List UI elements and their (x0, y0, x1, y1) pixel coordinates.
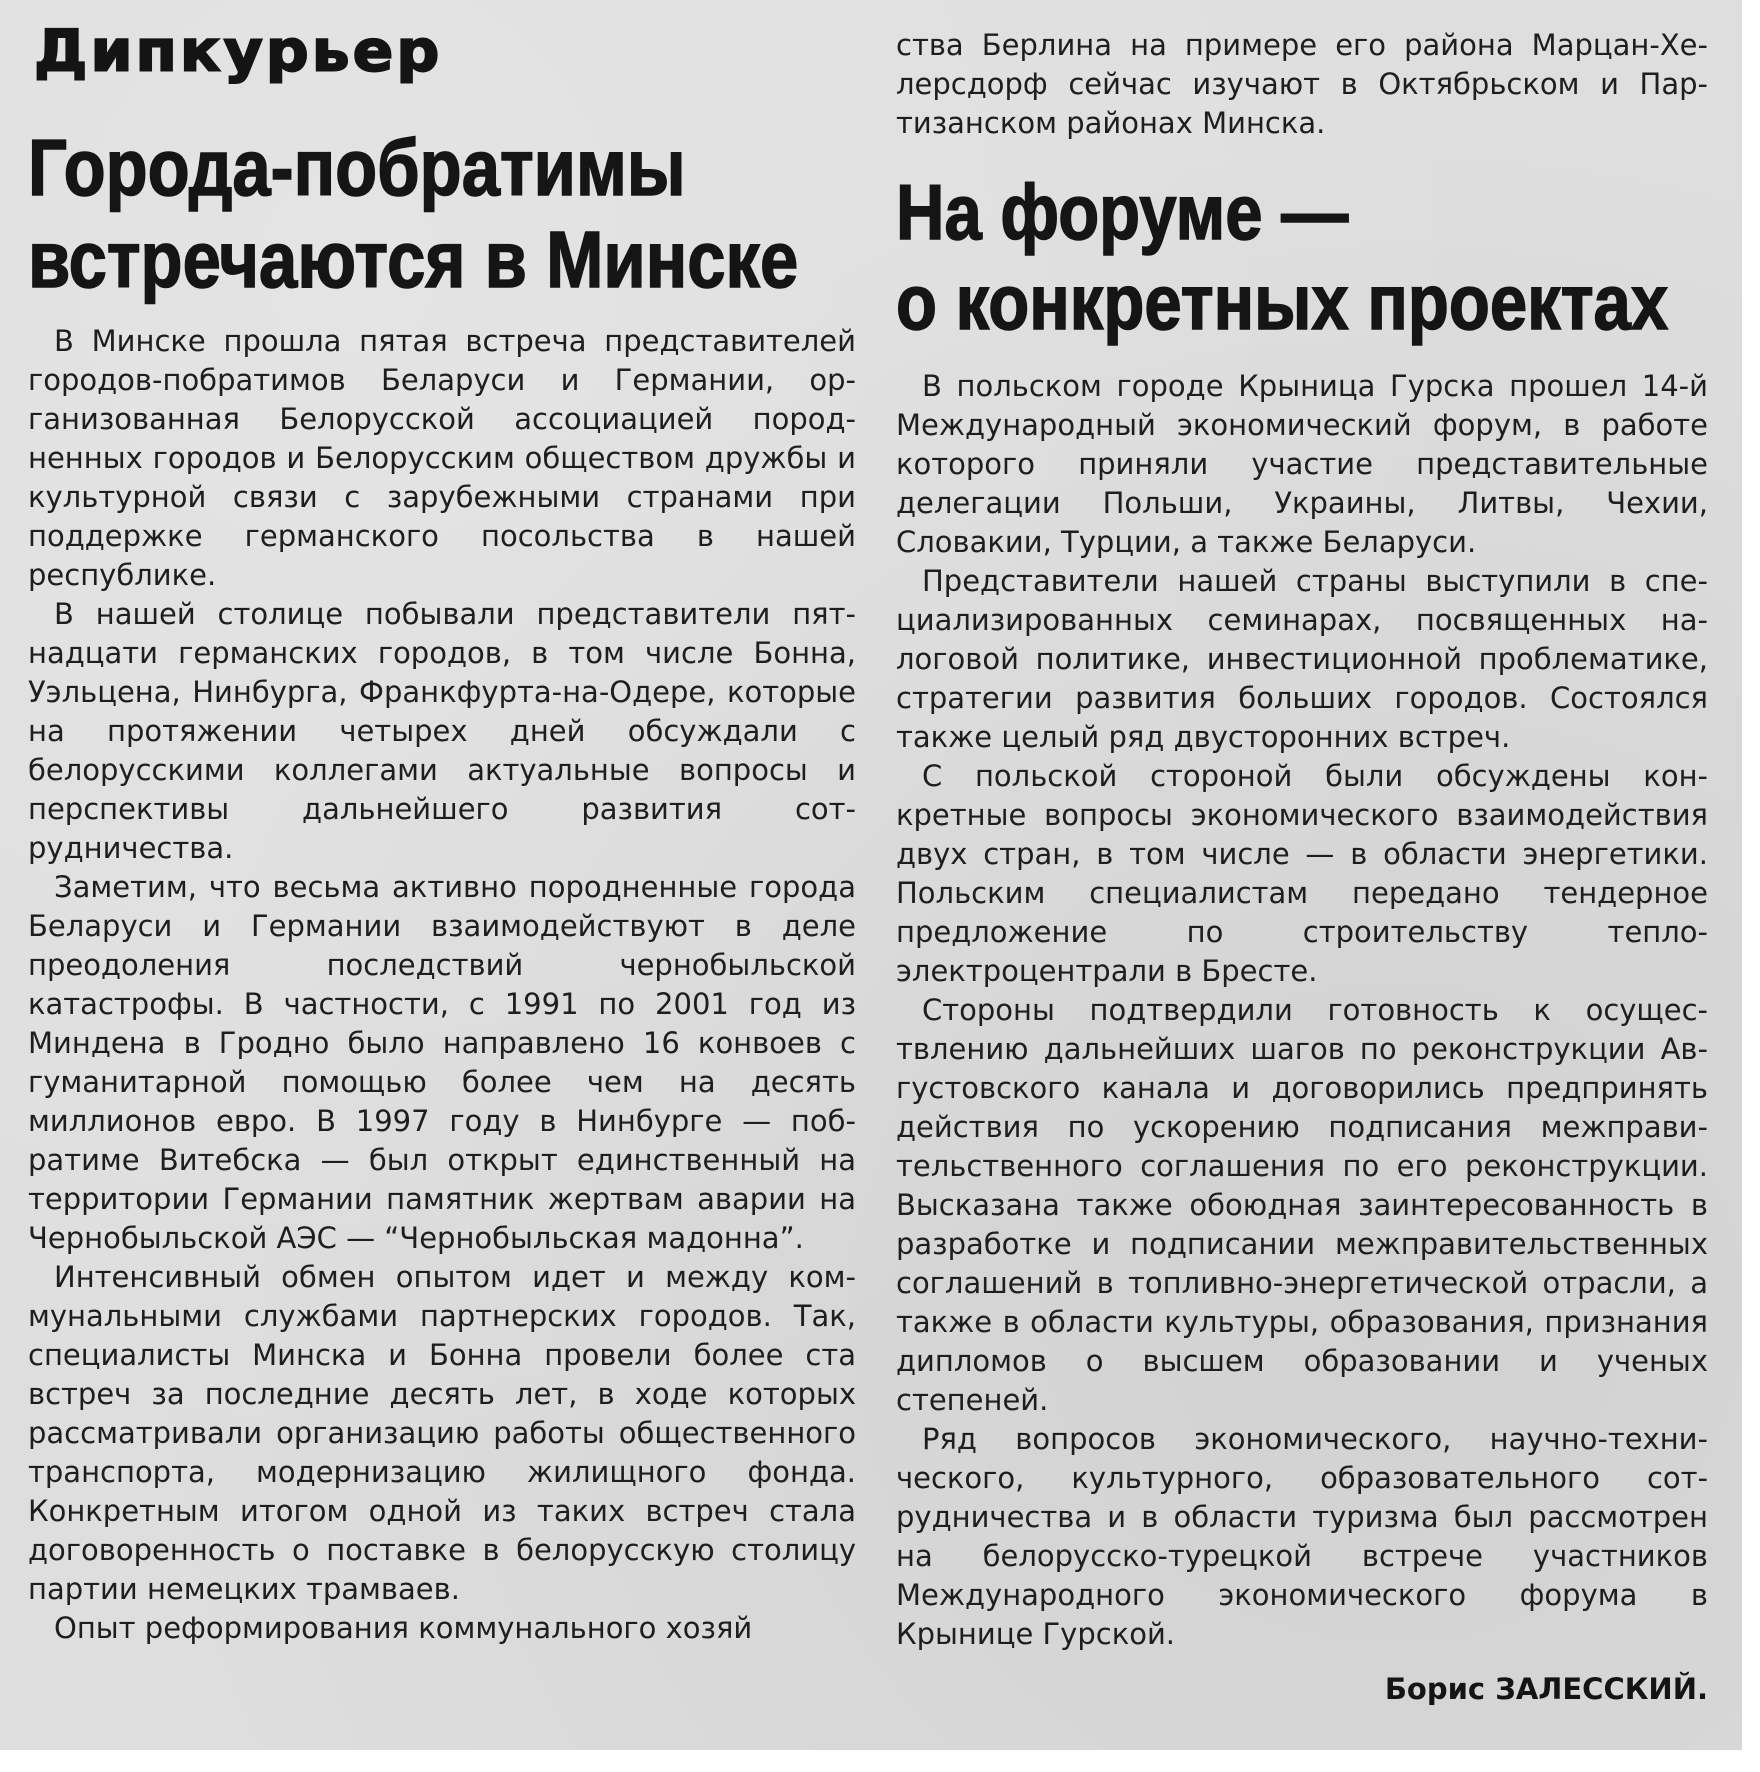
article-1-headline-line-1: Города-побратимы (28, 123, 686, 212)
article-1-paragraph-3: Заметим, что весьма активно породненные города Беларуси и Германии взаимодействуют в деле преодоления последствий чернобыльской катастрофы. В частности, с 1991 по 2001 год из Миндена в Гродно было направлено 16 конвоев с гуманитарной помощью более чем на десять миллионов евро. В 1997 году в Нинбурге — побратиме Витебска — был открыт единственный на территории Германии памятник жертвам аварии на Чернобыльской АЭС — “Чернобыльская мадонна”. (28, 870, 856, 1255)
article-1-headline (28, 122, 799, 306)
article-1-paragraph-2: В нашей столице побывали представители пятнадцати германских городов, в том числе Бонна, Уэльцена, Нинбурга, Франкфурта-на-Одере, которые на протяжении четырех дней обсуждали с белорусскими коллегами актуальные вопросы и перспективы дальнейшего развития сотрудничества. (28, 597, 856, 865)
article-1-headline-line-2: встречаются в Минске (28, 215, 799, 304)
article-2-byline: Борис ЗАЛЕССКИЙ. (1384, 1672, 1708, 1706)
article-1-paragraph-4: Интенсивный обмен опытом идет и между коммунальными службами партнерских городов. Так, специалисты Минска и Бонна провели более ста встреч за последние десять лет, в ходе которых рассматривали организацию работы общественного транспорта, модернизацию жилищного фонда. Конкретным итогом одной из таких встреч стала договоренность о поставке в белорусскую столицу партии немецких трамваев. (28, 1260, 856, 1606)
article-1-continuation: ства Берлина на примере его района Марцан-Хелерсдорф сейчас изучают в Октябрьском и Партизанском районах Минска. (896, 28, 1708, 140)
article-2-paragraph-1: В польском городе Крыница Гурска прошел 14-й Международный экономический форум, в работе которого приняли участие представительные делегации Польши, Украины, Литвы, Чехии, Словакии, Турции, а также Беларуси. (896, 369, 1708, 559)
article-2-headline-line-2: о конкретных проектах (896, 258, 1669, 346)
article-2-paragraph-2: Представители нашей страны выступили в специализированных семинарах, посвященных налоговой политике, инвестиционной проблематике, стратегии развития больших городов. Состоялся также целый ряд двусторонних встреч. (896, 564, 1708, 754)
article-2-headline-line-1: На форуме — (896, 168, 1349, 256)
right-column (896, 26, 1708, 1709)
article-2-headline (896, 167, 1669, 347)
article-2-paragraph-5: Ряд вопросов экономического, научно-технического, культурного, образовательного сотрудничества и в области туризма был рассмотрен на белорусско-турецкой встрече участников Международного экономического форума в Крынице Гурской. (896, 1422, 1708, 1651)
article-1-paragraph-1: В Минске прошла пятая встреча представителей городов-побратимов Беларуси и Германии, организованная Белорусской ассоциацией породненных городов и Белорусским обществом дружбы и культурной связи с зарубежными странами при поддержке германского посольства в нашей республике. (28, 324, 856, 592)
article-1-paragraph-5: Опыт реформирования коммунального хозяй (54, 1611, 753, 1645)
left-column (28, 122, 856, 1648)
article-2-paragraph-3: С польской стороной были обсуждены конкретные вопросы экономического взаимодействия двух стран, в том числе — в области энергетики. Польским специалистам передано тендерное предложение по строительству теплоэлектроцентрали в Бресте. (896, 759, 1708, 988)
rubric-title: Дипкурьер (34, 18, 443, 85)
article-2-paragraph-4: Стороны подтвердили готовность к осуществлению дальнейших шагов по реконструкции Августовского канала и договорились предпринять действия по ускорению подписания межправительственного соглашения по его реконструкции. Высказана также обоюдная заинтересованность в разработке и подписании межправительственных соглашений в топливно-энергетической отрасли, а также в области культуры, образования, признания дипломов о высшем образовании и ученых степеней. (896, 993, 1708, 1417)
